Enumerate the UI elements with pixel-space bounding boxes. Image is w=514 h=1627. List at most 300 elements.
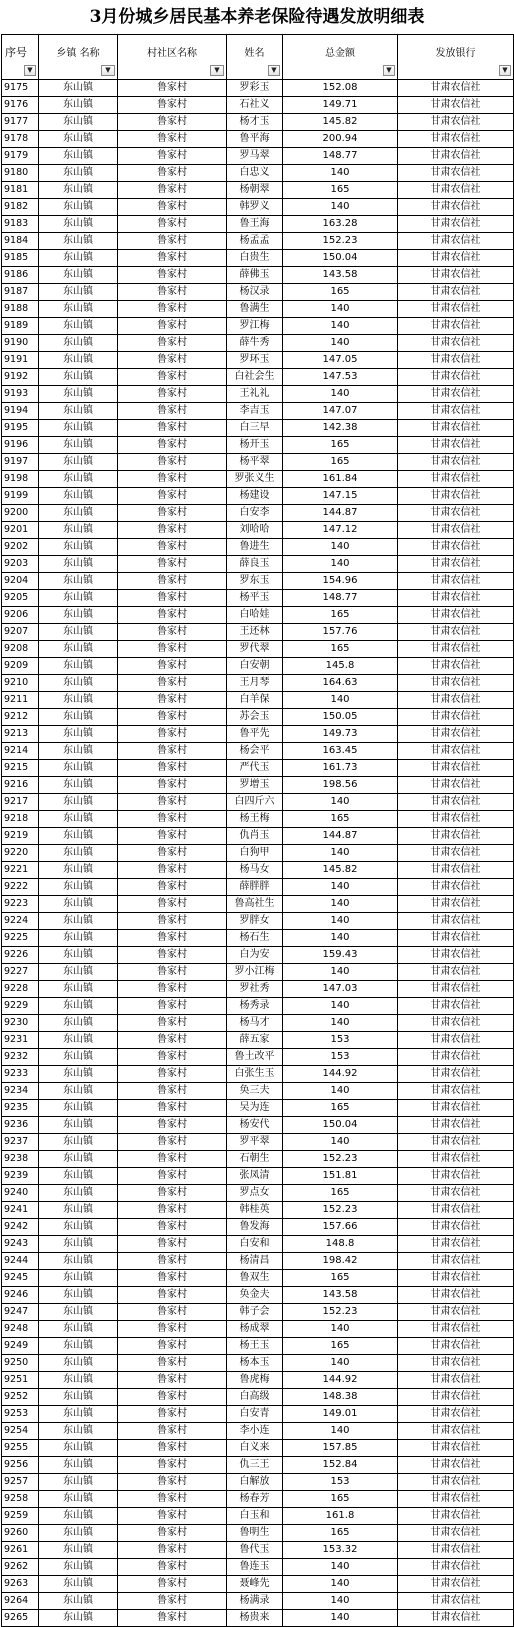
bank-cell: 甘肃农信社 <box>398 216 514 233</box>
amount-cell: 140 <box>283 964 398 981</box>
table-row <box>2 896 514 913</box>
name-cell: 罗胖女 <box>227 913 283 930</box>
name-cell: 白为安 <box>227 947 283 964</box>
amount-cell: 145.82 <box>283 862 398 879</box>
town-cell: 东山镇 <box>39 692 118 709</box>
village-cell: 鲁家村 <box>118 284 227 301</box>
amount-cell: 140 <box>283 539 398 556</box>
name-cell: 刘哈哈 <box>227 522 283 539</box>
bank-cell: 甘肃农信社 <box>398 1508 514 1525</box>
village-cell: 鲁家村 <box>118 1406 227 1423</box>
seq-cell: 9213 <box>2 726 39 743</box>
amount-cell: 165 <box>283 607 398 624</box>
name-cell: 白羊保 <box>227 692 283 709</box>
amount-cell: 165 <box>283 284 398 301</box>
village-cell: 鲁家村 <box>118 964 227 981</box>
amount-cell: 147.15 <box>283 488 398 505</box>
bank-cell: 甘肃农信社 <box>398 199 514 216</box>
name-cell: 奂三夫 <box>227 1083 283 1100</box>
village-cell: 鲁家村 <box>118 998 227 1015</box>
name-cell: 罗东玉 <box>227 573 283 590</box>
amount-cell: 140 <box>283 318 398 335</box>
seq-cell: 9203 <box>2 556 39 573</box>
town-cell: 东山镇 <box>39 1219 118 1236</box>
name-cell: 鲁王海 <box>227 216 283 233</box>
bank-cell: 甘肃农信社 <box>398 1287 514 1304</box>
bank-cell: 甘肃农信社 <box>398 1457 514 1474</box>
village-cell: 鲁家村 <box>118 828 227 845</box>
filter-dropdown-icon[interactable]: ▼ <box>268 65 280 76</box>
amount-cell: 148.38 <box>283 1389 398 1406</box>
seq-cell: 9209 <box>2 658 39 675</box>
amount-cell: 152.23 <box>283 1151 398 1168</box>
amount-cell: 140 <box>283 998 398 1015</box>
seq-cell: 9195 <box>2 420 39 437</box>
name-cell: 鲁发海 <box>227 1219 283 1236</box>
town-cell: 东山镇 <box>39 165 118 182</box>
village-cell: 鲁家村 <box>118 199 227 216</box>
bank-cell: 甘肃农信社 <box>398 964 514 981</box>
name-cell: 鲁双生 <box>227 1270 283 1287</box>
table-row <box>2 250 514 267</box>
table-row <box>2 369 514 386</box>
amount-cell: 140 <box>283 165 398 182</box>
header-town <box>39 35 118 80</box>
bank-cell: 甘肃农信社 <box>398 1338 514 1355</box>
amount-cell: 148.77 <box>283 590 398 607</box>
village-cell: 鲁家村 <box>118 1168 227 1185</box>
village-cell: 鲁家村 <box>118 743 227 760</box>
amount-cell: 140 <box>283 879 398 896</box>
seq-cell: 9221 <box>2 862 39 879</box>
town-cell: 东山镇 <box>39 454 118 471</box>
seq-cell: 9216 <box>2 777 39 794</box>
amount-cell: 140 <box>283 1559 398 1576</box>
name-cell: 仇肖玉 <box>227 828 283 845</box>
name-cell: 李吉玉 <box>227 403 283 420</box>
bank-cell: 甘肃农信社 <box>398 335 514 352</box>
name-cell: 杨贵来 <box>227 1610 283 1627</box>
village-cell: 鲁家村 <box>118 981 227 998</box>
table-row <box>2 1287 514 1304</box>
village-cell: 鲁家村 <box>118 1304 227 1321</box>
seq-cell: 9250 <box>2 1355 39 1372</box>
name-cell: 鲁代玉 <box>227 1542 283 1559</box>
village-cell: 鲁家村 <box>118 403 227 420</box>
seq-cell: 9265 <box>2 1610 39 1627</box>
amount-cell: 140 <box>283 1134 398 1151</box>
bank-cell: 甘肃农信社 <box>398 896 514 913</box>
town-cell: 东山镇 <box>39 437 118 454</box>
village-cell: 鲁家村 <box>118 182 227 199</box>
village-cell: 鲁家村 <box>118 1576 227 1593</box>
town-cell: 东山镇 <box>39 1202 118 1219</box>
table-row <box>2 1151 514 1168</box>
town-cell: 东山镇 <box>39 1559 118 1576</box>
bank-cell: 甘肃农信社 <box>398 386 514 403</box>
town-cell: 东山镇 <box>39 998 118 1015</box>
bank-cell: 甘肃农信社 <box>398 1151 514 1168</box>
bank-cell: 甘肃农信社 <box>398 1015 514 1032</box>
amount-cell: 165 <box>283 1185 398 1202</box>
bank-cell: 甘肃农信社 <box>398 522 514 539</box>
town-cell: 东山镇 <box>39 879 118 896</box>
town-cell: 东山镇 <box>39 794 118 811</box>
seq-cell: 9240 <box>2 1185 39 1202</box>
seq-cell: 9190 <box>2 335 39 352</box>
village-cell: 鲁家村 <box>118 1151 227 1168</box>
amount-cell: 154.96 <box>283 573 398 590</box>
seq-cell: 9200 <box>2 505 39 522</box>
name-cell: 苏会玉 <box>227 709 283 726</box>
filter-active-icon[interactable]: ▼ <box>210 65 224 76</box>
bank-cell: 甘肃农信社 <box>398 1202 514 1219</box>
filter-active-icon[interactable]: ▼ <box>101 65 115 76</box>
bank-cell: 甘肃农信社 <box>398 403 514 420</box>
bank-cell: 甘肃农信社 <box>398 1032 514 1049</box>
header-seq <box>2 35 39 80</box>
name-cell: 王礼礼 <box>227 386 283 403</box>
seq-cell: 9206 <box>2 607 39 624</box>
bank-cell: 甘肃农信社 <box>398 539 514 556</box>
name-cell: 白安李 <box>227 505 283 522</box>
town-cell: 东山镇 <box>39 828 118 845</box>
amount-cell: 140 <box>283 930 398 947</box>
amount-cell: 140 <box>283 1355 398 1372</box>
amount-cell: 140 <box>283 199 398 216</box>
name-cell: 王月琴 <box>227 675 283 692</box>
name-cell: 白高级 <box>227 1389 283 1406</box>
town-cell: 东山镇 <box>39 658 118 675</box>
bank-cell: 甘肃农信社 <box>398 607 514 624</box>
amount-cell: 153.32 <box>283 1542 398 1559</box>
seq-cell: 9219 <box>2 828 39 845</box>
seq-cell: 9194 <box>2 403 39 420</box>
amount-cell: 140 <box>283 896 398 913</box>
bank-cell: 甘肃农信社 <box>398 590 514 607</box>
table-row <box>2 1355 514 1372</box>
bank-cell: 甘肃农信社 <box>398 1270 514 1287</box>
amount-cell: 143.58 <box>283 267 398 284</box>
town-cell: 东山镇 <box>39 1610 118 1627</box>
table-row <box>2 879 514 896</box>
seq-cell: 9184 <box>2 233 39 250</box>
village-cell: 鲁家村 <box>118 505 227 522</box>
table-row <box>2 726 514 743</box>
seq-cell: 9254 <box>2 1423 39 1440</box>
seq-cell: 9236 <box>2 1117 39 1134</box>
amount-cell: 165 <box>283 1338 398 1355</box>
village-cell: 鲁家村 <box>118 1457 227 1474</box>
table-row <box>2 1576 514 1593</box>
town-cell: 东山镇 <box>39 1389 118 1406</box>
bank-cell: 甘肃农信社 <box>398 794 514 811</box>
name-cell: 杨汉录 <box>227 284 283 301</box>
amount-cell: 140 <box>283 1015 398 1032</box>
name-cell: 严代玉 <box>227 760 283 777</box>
amount-cell: 140 <box>283 556 398 573</box>
village-cell: 鲁家村 <box>118 590 227 607</box>
seq-cell: 9237 <box>2 1134 39 1151</box>
bank-cell: 甘肃农信社 <box>398 1389 514 1406</box>
village-cell: 鲁家村 <box>118 454 227 471</box>
amount-cell: 153 <box>283 1474 398 1491</box>
seq-cell: 9226 <box>2 947 39 964</box>
village-cell: 鲁家村 <box>118 1559 227 1576</box>
town-cell: 东山镇 <box>39 301 118 318</box>
town-cell: 东山镇 <box>39 199 118 216</box>
village-cell: 鲁家村 <box>118 1117 227 1134</box>
town-cell: 东山镇 <box>39 1508 118 1525</box>
table-row <box>2 148 514 165</box>
name-cell: 杨平翠 <box>227 454 283 471</box>
table-row <box>2 1559 514 1576</box>
name-cell: 杨王梅 <box>227 811 283 828</box>
table-row <box>2 1593 514 1610</box>
seq-cell: 9201 <box>2 522 39 539</box>
amount-cell: 140 <box>283 386 398 403</box>
village-cell: 鲁家村 <box>118 607 227 624</box>
town-cell: 东山镇 <box>39 1491 118 1508</box>
town-cell: 东山镇 <box>39 488 118 505</box>
table-row <box>2 981 514 998</box>
name-cell: 鲁进生 <box>227 539 283 556</box>
village-cell: 鲁家村 <box>118 777 227 794</box>
town-cell: 东山镇 <box>39 1049 118 1066</box>
bank-cell: 甘肃农信社 <box>398 301 514 318</box>
seq-cell: 9233 <box>2 1066 39 1083</box>
town-cell: 东山镇 <box>39 352 118 369</box>
town-cell: 东山镇 <box>39 590 118 607</box>
amount-cell: 148.77 <box>283 148 398 165</box>
amount-cell: 165 <box>283 182 398 199</box>
bank-cell: 甘肃农信社 <box>398 1117 514 1134</box>
village-cell: 鲁家村 <box>118 1253 227 1270</box>
village-cell: 鲁家村 <box>118 556 227 573</box>
seq-cell: 9235 <box>2 1100 39 1117</box>
seq-cell: 9176 <box>2 97 39 114</box>
table-row <box>2 1015 514 1032</box>
seq-cell: 9225 <box>2 930 39 947</box>
seq-cell: 9218 <box>2 811 39 828</box>
amount-cell: 148.8 <box>283 1236 398 1253</box>
amount-cell: 152.23 <box>283 1202 398 1219</box>
bank-cell: 甘肃农信社 <box>398 760 514 777</box>
town-cell: 东山镇 <box>39 1066 118 1083</box>
name-cell: 韩罗义 <box>227 199 283 216</box>
name-cell: 白玉和 <box>227 1508 283 1525</box>
bank-cell: 甘肃农信社 <box>398 675 514 692</box>
bank-cell: 甘肃农信社 <box>398 284 514 301</box>
table-row <box>2 165 514 182</box>
table-row <box>2 777 514 794</box>
bank-cell: 甘肃农信社 <box>398 1049 514 1066</box>
seq-cell: 9231 <box>2 1032 39 1049</box>
header-name-label: 姓名 <box>244 48 265 59</box>
town-cell: 东山镇 <box>39 1287 118 1304</box>
village-cell: 鲁家村 <box>118 760 227 777</box>
seq-cell: 9199 <box>2 488 39 505</box>
table-row <box>2 1219 514 1236</box>
town-cell: 东山镇 <box>39 386 118 403</box>
table-row <box>2 1066 514 1083</box>
bank-cell: 甘肃农信社 <box>398 879 514 896</box>
name-cell: 杨马才 <box>227 1015 283 1032</box>
table-row <box>2 1168 514 1185</box>
seq-cell: 9224 <box>2 913 39 930</box>
amount-cell: 140 <box>283 794 398 811</box>
amount-cell: 152.23 <box>283 233 398 250</box>
village-cell: 鲁家村 <box>118 862 227 879</box>
town-cell: 东山镇 <box>39 335 118 352</box>
table-row <box>2 1474 514 1491</box>
bank-cell: 甘肃农信社 <box>398 913 514 930</box>
name-cell: 罗点女 <box>227 1185 283 1202</box>
town-cell: 东山镇 <box>39 369 118 386</box>
bank-cell: 甘肃农信社 <box>398 1406 514 1423</box>
amount-cell: 165 <box>283 1270 398 1287</box>
header-bank <box>398 35 514 80</box>
filter-dropdown-icon[interactable]: ▼ <box>383 65 395 76</box>
name-cell: 白解放 <box>227 1474 283 1491</box>
amount-cell: 140 <box>283 1576 398 1593</box>
filter-dropdown-icon[interactable]: ▼ <box>24 65 36 76</box>
village-cell: 鲁家村 <box>118 1491 227 1508</box>
town-cell: 东山镇 <box>39 1134 118 1151</box>
amount-cell: 198.56 <box>283 777 398 794</box>
village-cell: 鲁家村 <box>118 658 227 675</box>
seq-cell: 9238 <box>2 1151 39 1168</box>
name-cell: 杨清昌 <box>227 1253 283 1270</box>
village-cell: 鲁家村 <box>118 216 227 233</box>
filter-dropdown-icon[interactable]: ▼ <box>499 65 511 76</box>
table-row <box>2 1457 514 1474</box>
sheet-title: 3月份城乡居民基本养老保险待遇发放明细表 <box>89 7 425 27</box>
table-row <box>2 182 514 199</box>
seq-cell: 9245 <box>2 1270 39 1287</box>
name-cell: 李小连 <box>227 1423 283 1440</box>
town-cell: 东山镇 <box>39 981 118 998</box>
name-cell: 吴为连 <box>227 1100 283 1117</box>
amount-cell: 165 <box>283 437 398 454</box>
amount-cell: 140 <box>283 1423 398 1440</box>
village-cell: 鲁家村 <box>118 386 227 403</box>
bank-cell: 甘肃农信社 <box>398 1100 514 1117</box>
name-cell: 罗环玉 <box>227 352 283 369</box>
bank-cell: 甘肃农信社 <box>398 811 514 828</box>
table-row <box>2 913 514 930</box>
table-row <box>2 947 514 964</box>
town-cell: 东山镇 <box>39 1457 118 1474</box>
table-row <box>2 828 514 845</box>
table-row <box>2 675 514 692</box>
amount-cell: 165 <box>283 811 398 828</box>
name-cell: 杨会平 <box>227 743 283 760</box>
amount-cell: 164.63 <box>283 675 398 692</box>
name-cell: 聂峰先 <box>227 1576 283 1593</box>
seq-cell: 9223 <box>2 896 39 913</box>
name-cell: 薛佛玉 <box>227 267 283 284</box>
town-cell: 东山镇 <box>39 913 118 930</box>
bank-cell: 甘肃农信社 <box>398 369 514 386</box>
village-cell: 鲁家村 <box>118 1236 227 1253</box>
bank-cell: 甘肃农信社 <box>398 1525 514 1542</box>
bank-cell: 甘肃农信社 <box>398 1253 514 1270</box>
seq-cell: 9252 <box>2 1389 39 1406</box>
town-cell: 东山镇 <box>39 182 118 199</box>
town-cell: 东山镇 <box>39 1576 118 1593</box>
seq-cell: 9248 <box>2 1321 39 1338</box>
table-row <box>2 1117 514 1134</box>
table-body <box>2 80 514 1627</box>
amount-cell: 165 <box>283 641 398 658</box>
seq-cell: 9229 <box>2 998 39 1015</box>
amount-cell: 161.84 <box>283 471 398 488</box>
bank-cell: 甘肃农信社 <box>398 488 514 505</box>
amount-cell: 147.05 <box>283 352 398 369</box>
amount-cell: 143.58 <box>283 1287 398 1304</box>
table-row <box>2 1389 514 1406</box>
name-cell: 韩子会 <box>227 1304 283 1321</box>
village-cell: 鲁家村 <box>118 148 227 165</box>
bank-cell: 甘肃农信社 <box>398 1559 514 1576</box>
name-cell: 石朝生 <box>227 1151 283 1168</box>
table-row <box>2 437 514 454</box>
header-row <box>2 35 514 80</box>
name-cell: 罗马翠 <box>227 148 283 165</box>
seq-cell: 9246 <box>2 1287 39 1304</box>
bank-cell: 甘肃农信社 <box>398 1321 514 1338</box>
seq-cell: 9263 <box>2 1576 39 1593</box>
name-cell: 罗社秀 <box>227 981 283 998</box>
village-cell: 鲁家村 <box>118 624 227 641</box>
amount-cell: 147.03 <box>283 981 398 998</box>
village-cell: 鲁家村 <box>118 250 227 267</box>
amount-cell: 144.87 <box>283 505 398 522</box>
town-cell: 东山镇 <box>39 760 118 777</box>
town-cell: 东山镇 <box>39 1083 118 1100</box>
bank-cell: 甘肃农信社 <box>398 641 514 658</box>
seq-cell: 9205 <box>2 590 39 607</box>
town-cell: 东山镇 <box>39 641 118 658</box>
village-cell: 鲁家村 <box>118 335 227 352</box>
town-cell: 东山镇 <box>39 131 118 148</box>
table-row <box>2 505 514 522</box>
town-cell: 东山镇 <box>39 607 118 624</box>
town-cell: 东山镇 <box>39 539 118 556</box>
seq-cell: 9258 <box>2 1491 39 1508</box>
table-row <box>2 862 514 879</box>
seq-cell: 9210 <box>2 675 39 692</box>
table-row <box>2 318 514 335</box>
bank-cell: 甘肃农信社 <box>398 930 514 947</box>
amount-cell: 149.01 <box>283 1406 398 1423</box>
table-row <box>2 199 514 216</box>
town-cell: 东山镇 <box>39 1168 118 1185</box>
table-row <box>2 1202 514 1219</box>
name-cell: 仇三王 <box>227 1457 283 1474</box>
table-row <box>2 760 514 777</box>
name-cell: 鲁明生 <box>227 1525 283 1542</box>
bank-cell: 甘肃农信社 <box>398 1185 514 1202</box>
village-cell: 鲁家村 <box>118 896 227 913</box>
name-cell: 白社会生 <box>227 369 283 386</box>
table-row <box>2 709 514 726</box>
table-row <box>2 1525 514 1542</box>
village-cell: 鲁家村 <box>118 301 227 318</box>
name-cell: 杨满录 <box>227 1593 283 1610</box>
table-row <box>2 267 514 284</box>
